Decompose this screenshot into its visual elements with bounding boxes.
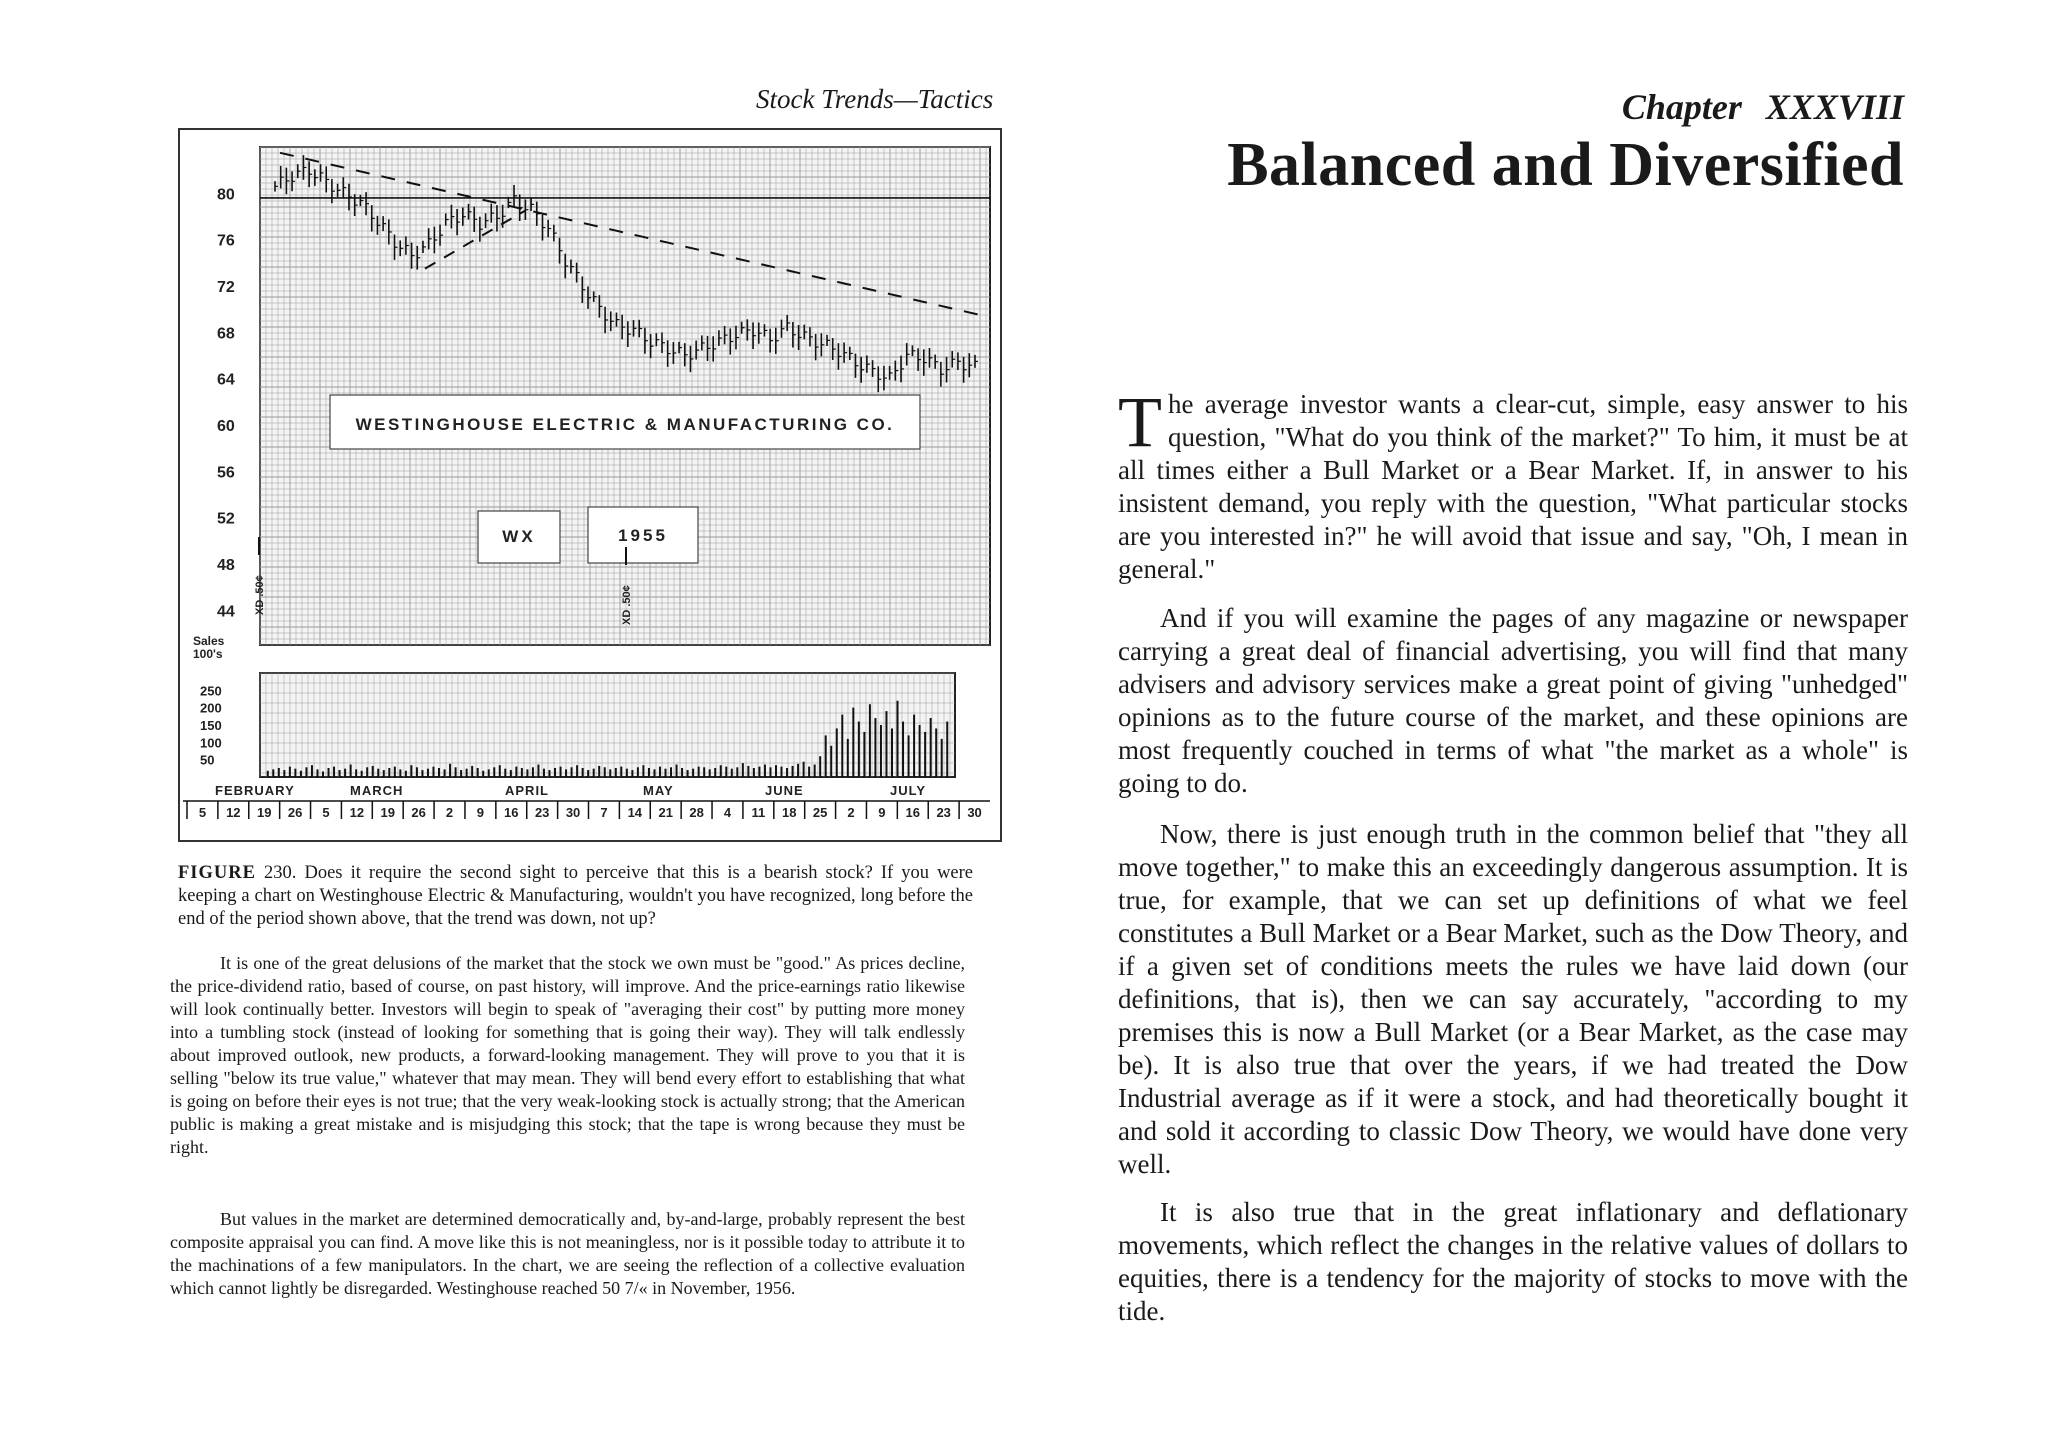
week-tick-label: 5 <box>322 805 330 820</box>
right-paragraph-3-text: Now, there is just enough truth in the common belief that "they all move together," to make this an exceedingly dangerous assumption. It is true, for example, that we can set up definitions of what we feel constitutes a Bull Market or a Bear Market, such as the Dow Theory, and if a given set of conditions meets the rules we have laid down (our definitions, that is), then we can say accurately, "according to my premises this is now a Bull Market (or a Bear Market, as the case may be). It is also true that over the years, if we had treated the Dow Industrial average as if it were a stock, and had theoretically bought it and sold it according to classic Dow Theory, we would have done very well. <box>1118 819 1908 1179</box>
price-tick-label: 44 <box>217 603 235 621</box>
week-tick-label: 30 <box>565 805 581 820</box>
volume-axis-unit: 100's <box>193 647 223 661</box>
right-paragraph-4 <box>1118 1196 1908 1328</box>
running-head: Stock Trends—Tactics <box>756 84 994 114</box>
figure-number: 230. <box>264 863 297 883</box>
month-label: JUNE <box>765 783 804 798</box>
left-paragraph-1-text: It is one of the great delusions of the market that the stock we own must be "good." As prices decline, the price-dividend ratio, based of course, on past history, will improve. And the price-earnings ratio likewise will look continually better. Investors will begin to speak of "averaging their cost" by putting more money into a tumbling stock (instead of looking for something that is going their way). They will talk endlessly about improved outlook, new products, a forward-looking management. They will prove to you that it is selling "below its true value," whatever that may mean. They will bend every effort to establishing that what is going on before their eyes is not true; that the very weak-looking stock is actually strong; that the American public is making a great mistake and is misjudging this stock; that the tape is wrong because they must be right. <box>170 953 965 1157</box>
week-tick-label: 2 <box>445 805 454 820</box>
price-tick-label: 68 <box>217 325 235 343</box>
week-tick-label: 19 <box>380 805 395 820</box>
week-tick-label: 9 <box>476 805 485 820</box>
chapter-title: Balanced and Diversified <box>1227 131 1904 199</box>
week-tick-label: 19 <box>256 805 272 820</box>
price-tick-label: 60 <box>217 417 235 435</box>
right-paragraph-1-text: he average investor wants a clear-cut, simple, easy answer to his question, "What do you think of the market?" To him, it must be at all times either a Bull Market or a Bear Market. If, in answer to his insistent demand, you reply with the question, "What particular stocks are you interested in?" he will avoid that issue and say, "Oh, I mean in general." <box>1118 389 1908 584</box>
week-tick-label: 14 <box>627 805 643 820</box>
week-tick-label: 2 <box>847 805 855 820</box>
volume-tick-label: 150 <box>200 718 222 733</box>
chapter-label <box>1622 86 1904 128</box>
chapter-word: Chapter <box>1621 87 1742 127</box>
chart-title: WESTINGHOUSE ELECTRIC & MANUFACTURING CO. <box>355 415 895 434</box>
right-page <box>1024 0 2048 1448</box>
week-tick-label: 16 <box>504 805 519 820</box>
week-tick-label: 4 <box>723 805 732 820</box>
year-label: 1955 <box>618 526 668 545</box>
price-tick-label: 72 <box>217 278 235 296</box>
xd-dividend-annotation: XD .50¢ <box>254 575 266 615</box>
week-tick-label: 16 <box>905 805 921 820</box>
week-tick-label: 12 <box>226 805 241 820</box>
price-tick-label: 64 <box>217 371 235 389</box>
volume-tick-label: 250 <box>200 683 222 699</box>
week-tick-label: 5 <box>198 805 207 820</box>
volume-tick-label: 50 <box>200 752 215 768</box>
week-tick-label: 30 <box>967 805 982 820</box>
week-tick-label: 23 <box>936 805 951 820</box>
figure-caption <box>178 862 973 931</box>
ticker-label: WX <box>502 527 536 546</box>
xd-dividend-annotation: XD .50¢ <box>621 585 633 625</box>
price-tick-label: 80 <box>217 186 235 204</box>
month-label: MARCH <box>350 783 404 798</box>
week-tick-label: 28 <box>689 805 704 820</box>
volume-grid-area <box>260 673 955 777</box>
figure-label: FIGURE <box>178 863 256 883</box>
month-label: JULY <box>890 783 927 798</box>
week-tick-label: 9 <box>878 805 886 820</box>
week-tick-label: 25 <box>812 805 828 820</box>
price-tick-label: 56 <box>217 464 235 482</box>
week-tick-label: 18 <box>782 805 797 820</box>
price-tick-label: 52 <box>217 510 235 528</box>
price-tick-label: 76 <box>217 232 235 250</box>
month-label: MAY <box>643 783 674 798</box>
drop-cap: T <box>1118 382 1162 462</box>
stock-chart <box>175 125 1010 847</box>
right-paragraph-1 <box>1118 382 1908 586</box>
week-tick-label: 26 <box>287 805 303 820</box>
right-paragraph-2-text: And if you will examine the pages of any magazine or newspaper carrying a great deal of financial advertising, you will find that many advisers and advisory services make a great point of giving "unhedged" opinions as to the future course of the market, and these opinions are most frequently couched in terms of what "the market as a whole" is going to do. <box>1118 603 1908 798</box>
week-tick-label: 11 <box>751 805 766 820</box>
week-tick-label: 23 <box>534 805 550 820</box>
week-tick-label: 7 <box>600 805 608 820</box>
right-paragraph-4-text: It is also true that in the great inflationary and deflationary movements, which reflect the changes in the relative values of dollars to equities, there is a tendency for the majority of stocks to move with the tide. <box>1118 1197 1908 1326</box>
left-paragraph-2 <box>170 1208 965 1300</box>
figure-caption-text: Does it require the second sight to perceive that this is a bearish stock? If you were keeping a chart on Westinghouse Electric & Manufacturing, wouldn't you have recognized, long before the end of the period shown above, that the trend was down, not up? <box>178 863 974 929</box>
volume-axis-label: Sales <box>193 634 225 648</box>
chapter-number: XXXVIII <box>1765 87 1904 127</box>
month-label: APRIL <box>505 783 549 798</box>
left-paragraph-2-text: But values in the market are determined democratically and, by-and-large, probably represent the best composite appraisal you can find. A move like this is not meaningless, nor is it possible today to attribute it to the machinations of a few manipulators. In the chart, we are seeing the reflection of a collective evaluation which cannot lightly be disregarded. Westinghouse reached 50 7/« in November, 1956. <box>170 1209 965 1298</box>
week-tick-label: 21 <box>658 805 673 820</box>
week-tick-label: 26 <box>411 805 426 820</box>
price-tick-label: 48 <box>217 556 235 574</box>
right-paragraph-2 <box>1118 602 1908 800</box>
week-tick-label: 12 <box>349 805 365 820</box>
volume-tick-label: 200 <box>200 700 222 716</box>
stock-chart-svg <box>175 125 1010 847</box>
right-paragraph-3 <box>1118 818 1908 1181</box>
month-label: FEBRUARY <box>215 783 295 798</box>
left-paragraph-1 <box>170 952 965 1159</box>
volume-tick-label: 100 <box>200 735 222 751</box>
